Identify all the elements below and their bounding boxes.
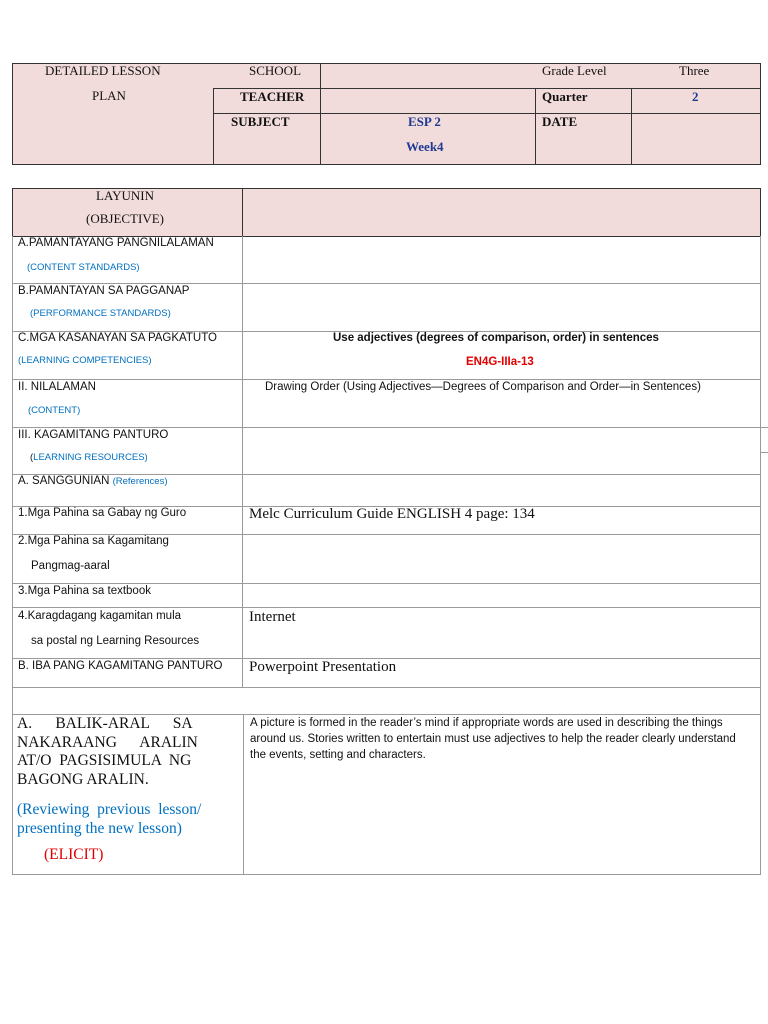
content-standards-label: A.PAMANTAYANG PANGNILALAMAN xyxy=(18,237,214,249)
performance-standards-sub: (PERFORMANCE STANDARDS) xyxy=(30,308,171,319)
teacher-guide-label: 1.Mga Pahina sa Gabay ng Guro xyxy=(18,507,187,519)
competency-code: EN4G-IIIa-13 xyxy=(466,356,534,368)
competencies-label: C.MGA KASANAYAN SA PAGKATUTO xyxy=(18,332,217,344)
references-label: A. SANGGUNIAN xyxy=(18,475,110,487)
lesson-plan-title-line2: PLAN xyxy=(92,88,126,103)
competencies-sub: (LEARNING COMPETENCIES) xyxy=(18,355,152,366)
resources-label: III. KAGAMITANG PANTURO xyxy=(18,429,169,441)
objective-label-en: (OBJECTIVE) xyxy=(86,211,164,226)
subject-value: ESP 2 xyxy=(408,114,441,129)
content-sub: (CONTENT) xyxy=(28,405,81,416)
additional-label-line1: 4.Karagdagang kagamitan mula xyxy=(18,610,182,622)
additional-label-line2: sa postal ng Learning Resources xyxy=(31,635,200,647)
content-text: Drawing Order (Using Adjectives—Degrees of Comparison and Order—in Sentences) xyxy=(265,381,701,393)
textbook-label: 3.Mga Pahina sa textbook xyxy=(18,585,151,597)
review-heading-en-line2: presenting the new lesson) xyxy=(17,819,182,837)
objective-label: LAYUNIN xyxy=(96,188,155,203)
review-text: A picture is formed in the reader’s mind if appropriate words are used in describing the things around us. Stories written to entertain must use adjectives to help the reader clearly understand the events, setting and characters. xyxy=(250,717,736,761)
teacher-label: TEACHER xyxy=(240,89,305,104)
week-value: Week4 xyxy=(406,139,444,154)
content-standards-sub: (CONTENT STANDARDS) xyxy=(27,262,140,273)
teacher-guide-value: Melc Curriculum Guide ENGLISH 4 page: 134 xyxy=(249,506,535,522)
grade-level-value: Three xyxy=(679,63,710,78)
learner-materials-label-line1: 2.Mga Pahina sa Kagamitang xyxy=(18,535,169,547)
school-label: SCHOOL xyxy=(249,63,302,78)
performance-standards-label: B.PAMANTAYAN SA PAGGANAP xyxy=(18,285,190,297)
review-heading-line2: NAKARAANG ARALIN xyxy=(17,733,198,751)
elicit-label: (ELICIT) xyxy=(44,846,104,863)
quarter-label: Quarter xyxy=(542,89,588,104)
other-materials-label: B. IBA PANG KAGAMITANG PANTURO xyxy=(18,660,223,672)
other-materials-value: Powerpoint Presentation xyxy=(249,659,397,675)
review-heading-en-line1: (Reviewing previous lesson/ xyxy=(17,801,202,818)
review-heading-line1: A. BALIK-ARAL SA xyxy=(17,715,193,732)
grade-level-label: Grade Level xyxy=(542,63,607,78)
lesson-plan-title-line1: DETAILED LESSON xyxy=(45,63,161,78)
competency-text: Use adjectives (degrees of comparison, order) in sentences xyxy=(333,332,659,344)
review-heading xyxy=(17,715,237,789)
content-label: II. NILALAMAN xyxy=(18,381,96,393)
resources-sub: LEARNING RESOURCES) xyxy=(33,452,148,463)
additional-value: Internet xyxy=(249,609,296,625)
quarter-value: 2 xyxy=(692,89,699,104)
date-label: DATE xyxy=(542,114,578,129)
subject-label: SUBJECT xyxy=(231,114,290,129)
learner-materials-label-line2: Pangmag-aaral xyxy=(31,560,110,572)
review-heading-line3: AT/O PAGSISIMULA NG xyxy=(17,752,192,769)
references-sub: (References) xyxy=(112,476,168,487)
review-heading-line4: BAGONG ARALIN. xyxy=(17,770,149,788)
review-heading-en xyxy=(17,801,239,838)
resources-sub-paren: ( xyxy=(30,452,34,463)
